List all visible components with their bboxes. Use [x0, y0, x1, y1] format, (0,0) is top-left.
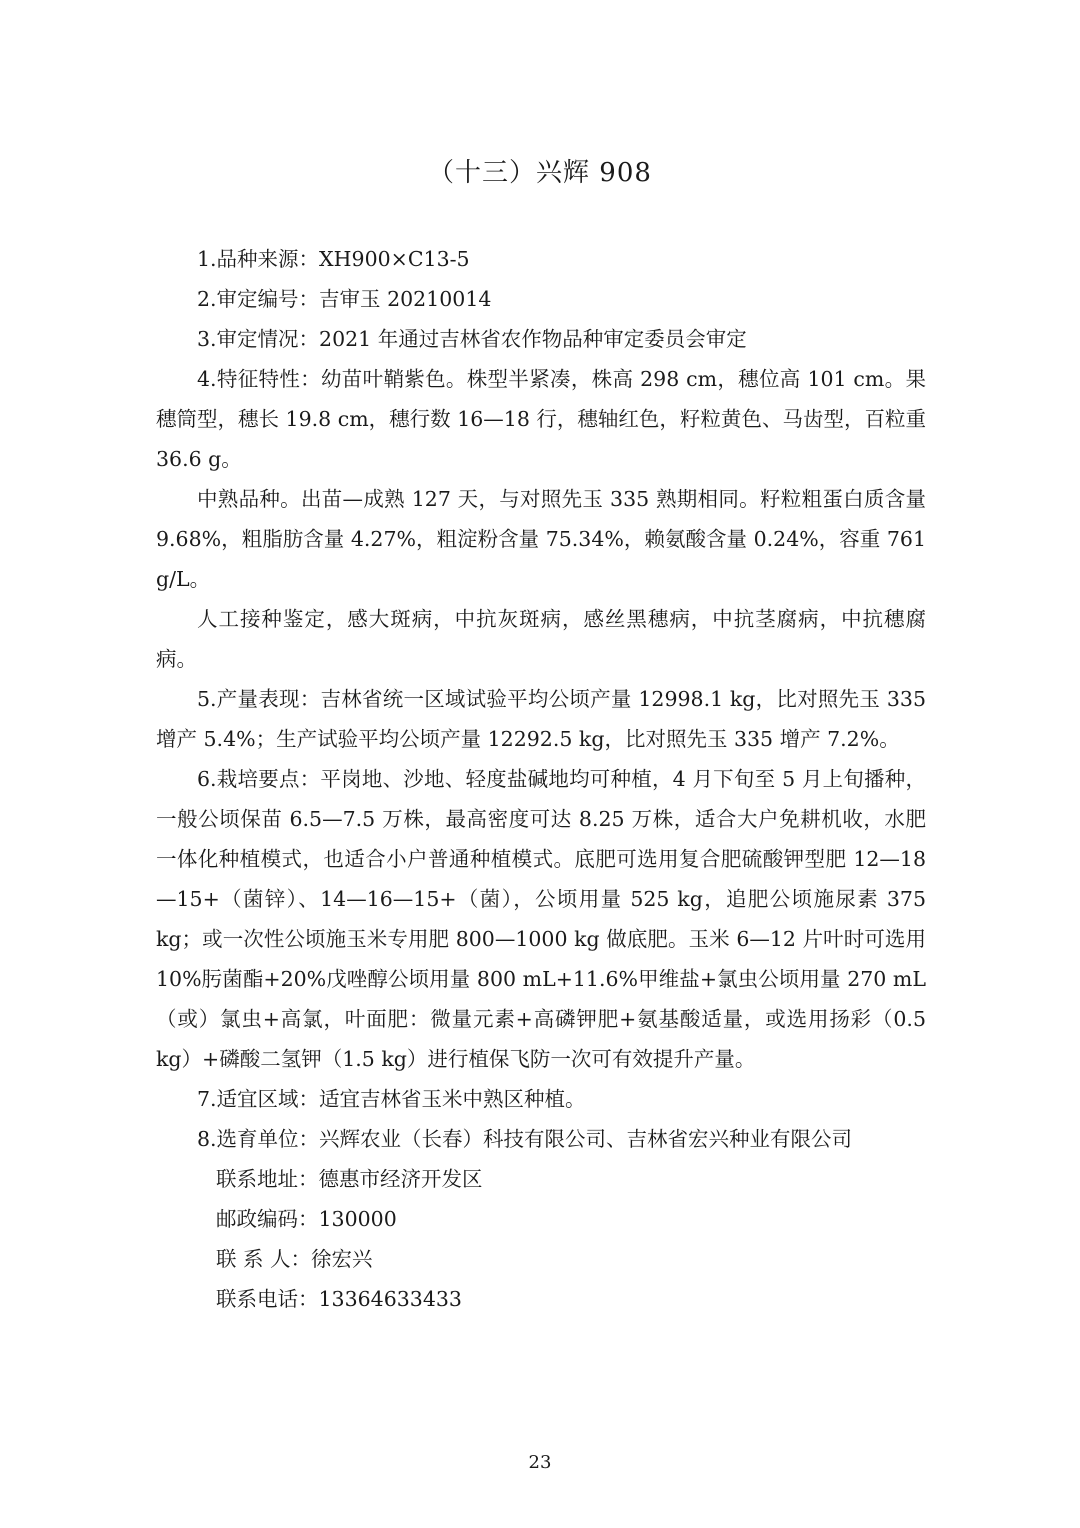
paragraph-region: 7.适宜区域：适宜吉林省玉米中熟区种植。: [197, 1087, 586, 1111]
paragraph-cultivation: 6.栽培要点：平岗地、沙地、轻度盐碱地均可种植，4 月下旬至 5 月上旬播种，一般公顷保苗 6.5—7.5 万株，最高密度可达 8.25 万株，适合大户免耕机收，水肥一体化种植模式，也适合小户普通种植模式。底肥可选用复合肥硫酸钾型肥 12—18—15+（菌锌）、14—16—15+（菌），公顷用量 525 kg，追肥公顷施尿素 375 kg；或一次性公顷施玉米专用肥 800—1000 kg 做底肥。玉米 6—12 片叶时可选用 10%肟菌酯+20%戊唑醇公顷用量 800 mL+11.6%甲维盐+氯虫公顷用量 270 mL（或）氯虫+高氯，叶面肥：微量元素+高磷钾肥+氨基酸适量，或选用扬彩（0.5 kg）+磷酸二氢钾（1.5 kg）进行植保飞防一次可有效提升产量。: [156, 767, 926, 1071]
paragraph-maturity-quality: 中熟品种。出苗—成熟 127 天，与对照先玉 335 熟期相同。籽粒粗蛋白质含量 9.68%，粗脂肪含量 4.27%，粗淀粉含量 75.34%，赖氨酸含量 0.24%，容重 761 g/L。: [156, 487, 926, 591]
page-number: 23: [528, 1452, 552, 1473]
paragraph-disease-resistance: 人工接种鉴定，感大斑病，中抗灰斑病，感丝黑穗病，中抗茎腐病，中抗穗腐病。: [156, 607, 926, 671]
document-body: [156, 239, 926, 1319]
contact-address: 联系地址：德惠市经济开发区: [216, 1167, 483, 1191]
page-title: （十三）兴辉 908: [428, 158, 652, 188]
paragraph-approval-status: 3.审定情况：2021 年通过吉林省农作物品种审定委员会审定: [197, 327, 747, 351]
paragraph-approval-no: 2.审定编号：吉审玉 20210014: [197, 287, 492, 311]
contact-postcode: 邮政编码：130000: [216, 1207, 397, 1231]
paragraph-traits: 4.特征特性：幼苗叶鞘紫色。株型半紧凑，株高 298 cm，穗位高 101 cm。果穗筒型，穗长 19.8 cm，穗行数 16—18 行，穗轴红色，籽粒黄色、马齿型，百粒重 36.6 g。: [156, 367, 926, 471]
paragraph-breeder: 8.选育单位：兴辉农业（长春）科技有限公司、吉林省宏兴种业有限公司: [197, 1127, 853, 1151]
contact-person: 联 系 人：徐宏兴: [216, 1247, 373, 1271]
paragraph-source: 1.品种来源：XH900×C13-5: [197, 247, 470, 271]
contact-phone: 联系电话：13364633433: [216, 1287, 462, 1311]
paragraph-yield: 5.产量表现：吉林省统一区域试验平均公顷产量 12998.1 kg，比对照先玉 335 增产 5.4%；生产试验平均公顷产量 12292.5 kg，比对照先玉 335 增产 7.2%。: [156, 687, 926, 751]
